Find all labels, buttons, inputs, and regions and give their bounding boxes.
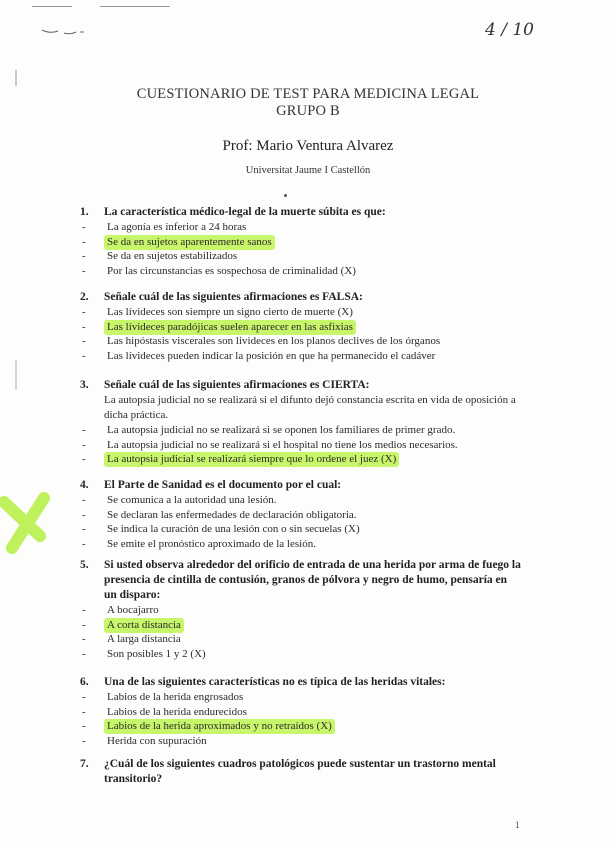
question-number: 7. bbox=[80, 758, 89, 770]
question-6 bbox=[80, 675, 522, 748]
question-3 bbox=[80, 378, 522, 466]
option: - La autopsia judicial no se realizará si se oponen los familiares de primer grado. bbox=[82, 424, 456, 436]
option-list bbox=[82, 603, 522, 662]
handwritten-score: 4 / 10 bbox=[485, 20, 534, 40]
option-list bbox=[82, 305, 522, 364]
question-text: Señale cuál de las siguientes afirmaciones es CIERTA: bbox=[104, 379, 370, 391]
question-7 bbox=[82, 757, 522, 787]
option: - Labios de la herida engrosados bbox=[82, 691, 244, 703]
question-2 bbox=[80, 290, 522, 363]
option-list bbox=[82, 493, 522, 552]
author: Prof: Mario Ventura Alvarez bbox=[222, 138, 394, 154]
question-number: 4. bbox=[80, 479, 89, 491]
option-list bbox=[82, 220, 522, 279]
option-highlighted: - A corta distancia bbox=[82, 618, 522, 633]
option-list bbox=[82, 690, 522, 749]
option-highlighted: - Las lívideces paradójicas suelen aparecer en las asfixias bbox=[82, 320, 522, 335]
option: - A larga distancia bbox=[82, 633, 181, 646]
question-text: Si usted observa alrededor del orificio de entrada de una herida por arma de fuego la presencia de cintilla de contusión, granos de pólvora y negro de humo, pensaría en un disparo: bbox=[104, 559, 521, 601]
option-list bbox=[82, 423, 522, 467]
pen-scribble bbox=[40, 24, 100, 44]
option: - A bocajarro bbox=[82, 604, 159, 616]
page-number: 1 bbox=[515, 820, 520, 830]
option: - Se da en sujetos estabilizados bbox=[82, 250, 238, 263]
question-number: 6. bbox=[80, 676, 89, 688]
question-number: 3. bbox=[80, 379, 89, 391]
option: - La autopsia judicial no se realizará si el hospital no tiene los medios necesarios. bbox=[82, 438, 458, 451]
option: - Se emite el pronóstico aproximado de la lesión. bbox=[82, 538, 316, 551]
question-text: El Parte de Sanidad es el documento por el cual: bbox=[104, 479, 342, 491]
option: - Las lívideces pueden indicar la posición en que ha permanecido el cadáver bbox=[82, 350, 436, 363]
option: - Las hipóstasis viscerales son livideces en los planos declives de los órganos bbox=[82, 335, 441, 348]
affiliation: Universitat Jaume I Castellón bbox=[245, 165, 371, 176]
scan-mark bbox=[100, 6, 170, 7]
question-text: Una de las siguientes características no es típica de las heridas vitales: bbox=[104, 676, 446, 688]
scan-mark bbox=[32, 6, 72, 7]
option: - Se comunica a la autoridad una lesión. bbox=[82, 494, 277, 506]
option: - Herida con supuración bbox=[82, 735, 207, 748]
question-number: 5. bbox=[80, 559, 89, 571]
question-5 bbox=[80, 558, 522, 661]
option: - Las lívideces son siempre un signo cierto de muerte (X) bbox=[82, 306, 353, 318]
option: - Son posibles 1 y 2 (X) bbox=[82, 648, 206, 661]
option: - La agonía es inferior a 24 horas bbox=[82, 221, 247, 233]
question-text: Señale cuál de las siguientes afirmaciones es FALSA: bbox=[104, 291, 363, 303]
question-statement: La autopsia judicial no se realizará si el difunto dejó constancia escrita en vida de oposición a dicha práctica. bbox=[104, 394, 516, 421]
question-number: 1. bbox=[80, 206, 89, 218]
option: - Labios de la herida endurecidos bbox=[82, 705, 247, 718]
option-highlighted: - La autopsia judicial se realizará siempre que lo ordene el juez (X) bbox=[82, 452, 522, 467]
option: - Se indica la curación de una lesión con o sin secuelas (X) bbox=[82, 523, 360, 536]
option: - Se declaran las enfermedades de declaración obligatoria. bbox=[82, 508, 357, 521]
title-line-1: CUESTIONARIO DE TEST PARA MEDICINA LEGAL bbox=[136, 86, 480, 102]
option-highlighted: - Labios de la herida aproximados y no retraídos (X) bbox=[82, 719, 522, 734]
question-text: ¿Cuál de los siguientes cuadros patológicos puede sustentar un trastorno mental transitorio? bbox=[104, 758, 496, 785]
document-title bbox=[0, 86, 616, 120]
stray-dot bbox=[284, 194, 287, 197]
question-text: La característica médico-legal de la muerte súbita es que: bbox=[104, 206, 386, 218]
handwritten-x-mark bbox=[0, 488, 70, 558]
title-line-2: GRUPO B bbox=[276, 103, 340, 119]
option-highlighted: - Se da en sujetos aparentemente sanos bbox=[82, 235, 522, 250]
option: - Por las circunstancias es sospechosa de criminalidad (X) bbox=[82, 265, 356, 278]
question-4 bbox=[80, 478, 522, 551]
question-number: 2. bbox=[80, 291, 89, 303]
question-1 bbox=[80, 205, 522, 278]
